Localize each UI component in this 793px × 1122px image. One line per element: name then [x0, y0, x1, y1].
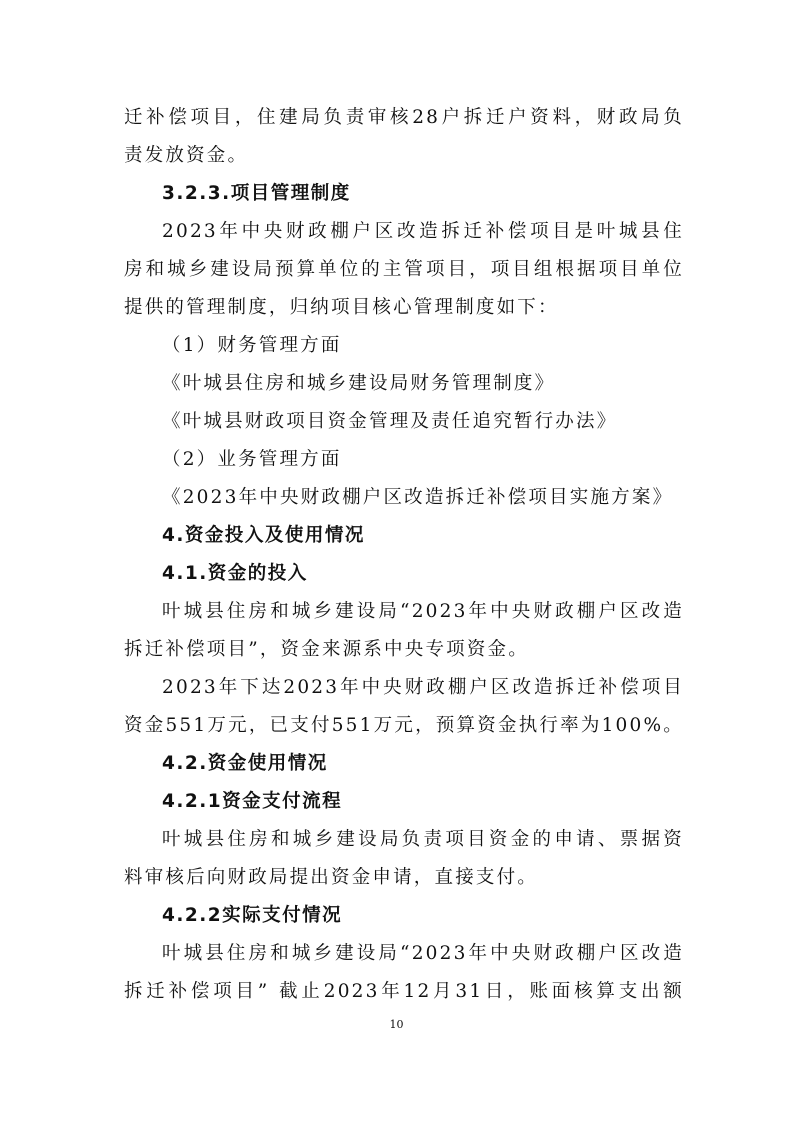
paragraph-line-21: 料审核后向财政局提出资金申请，直接支付。	[124, 867, 539, 888]
page-number: 10	[389, 1018, 404, 1031]
section-heading-3-2-3: 3.2.3.项目管理制度	[162, 183, 351, 204]
paragraph-line-1: 迁补偿项目，住建局负责审核28户拆迁户资料，财政局负	[124, 107, 684, 128]
list-heading-business: （2）业务管理方面	[162, 449, 342, 470]
paragraph-line-23: 叶城县住房和城乡建设局“2023年中央财政棚户区改造	[162, 943, 684, 964]
document-title-3: 《2023年中央财政棚户区改造拆迁补偿项目实施方案》	[162, 487, 674, 508]
paragraph-line-14: 叶城县住房和城乡建设局“2023年中央财政棚户区改造	[162, 601, 684, 622]
list-heading-finance: （1）财务管理方面	[162, 335, 342, 356]
paragraph-line-5: 房和城乡建设局预算单位的主管项目，项目组根据项目单位	[124, 259, 684, 280]
section-heading-4-2-2: 4.2.2实际支付情况	[162, 905, 343, 926]
paragraph-line-24: 拆迁补偿项目” 截止2023年12月31日，账面核算支出额	[124, 981, 684, 1002]
section-heading-4-2-1: 4.2.1资金支付流程	[162, 791, 343, 812]
document-title-2: 《叶城县财政项目资金管理及责任追究暂行办法》	[162, 411, 618, 432]
section-heading-4-1: 4.1.资金的投入	[162, 563, 308, 584]
paragraph-line-20: 叶城县住房和城乡建设局负责项目资金的申请、票据资	[162, 829, 684, 850]
paragraph-line-17: 资金551万元，已支付551万元，预算资金执行率为100%。	[124, 715, 684, 736]
section-heading-4-2: 4.2.资金使用情况	[162, 753, 328, 774]
section-heading-4: 4.资金投入及使用情况	[162, 525, 365, 546]
paragraph-line-2: 责发放资金。	[124, 145, 249, 166]
document-title-1: 《叶城县住房和城乡建设局财务管理制度》	[162, 373, 556, 394]
paragraph-line-16: 2023年下达2023年中央财政棚户区改造拆迁补偿项目	[162, 677, 684, 698]
paragraph-line-15: 拆迁补偿项目”，资金来源系中央专项资金。	[124, 639, 529, 660]
paragraph-line-6: 提供的管理制度，归纳项目核心管理制度如下：	[124, 297, 559, 318]
paragraph-line-4: 2023年中央财政棚户区改造拆迁补偿项目是叶城县住	[162, 221, 684, 242]
